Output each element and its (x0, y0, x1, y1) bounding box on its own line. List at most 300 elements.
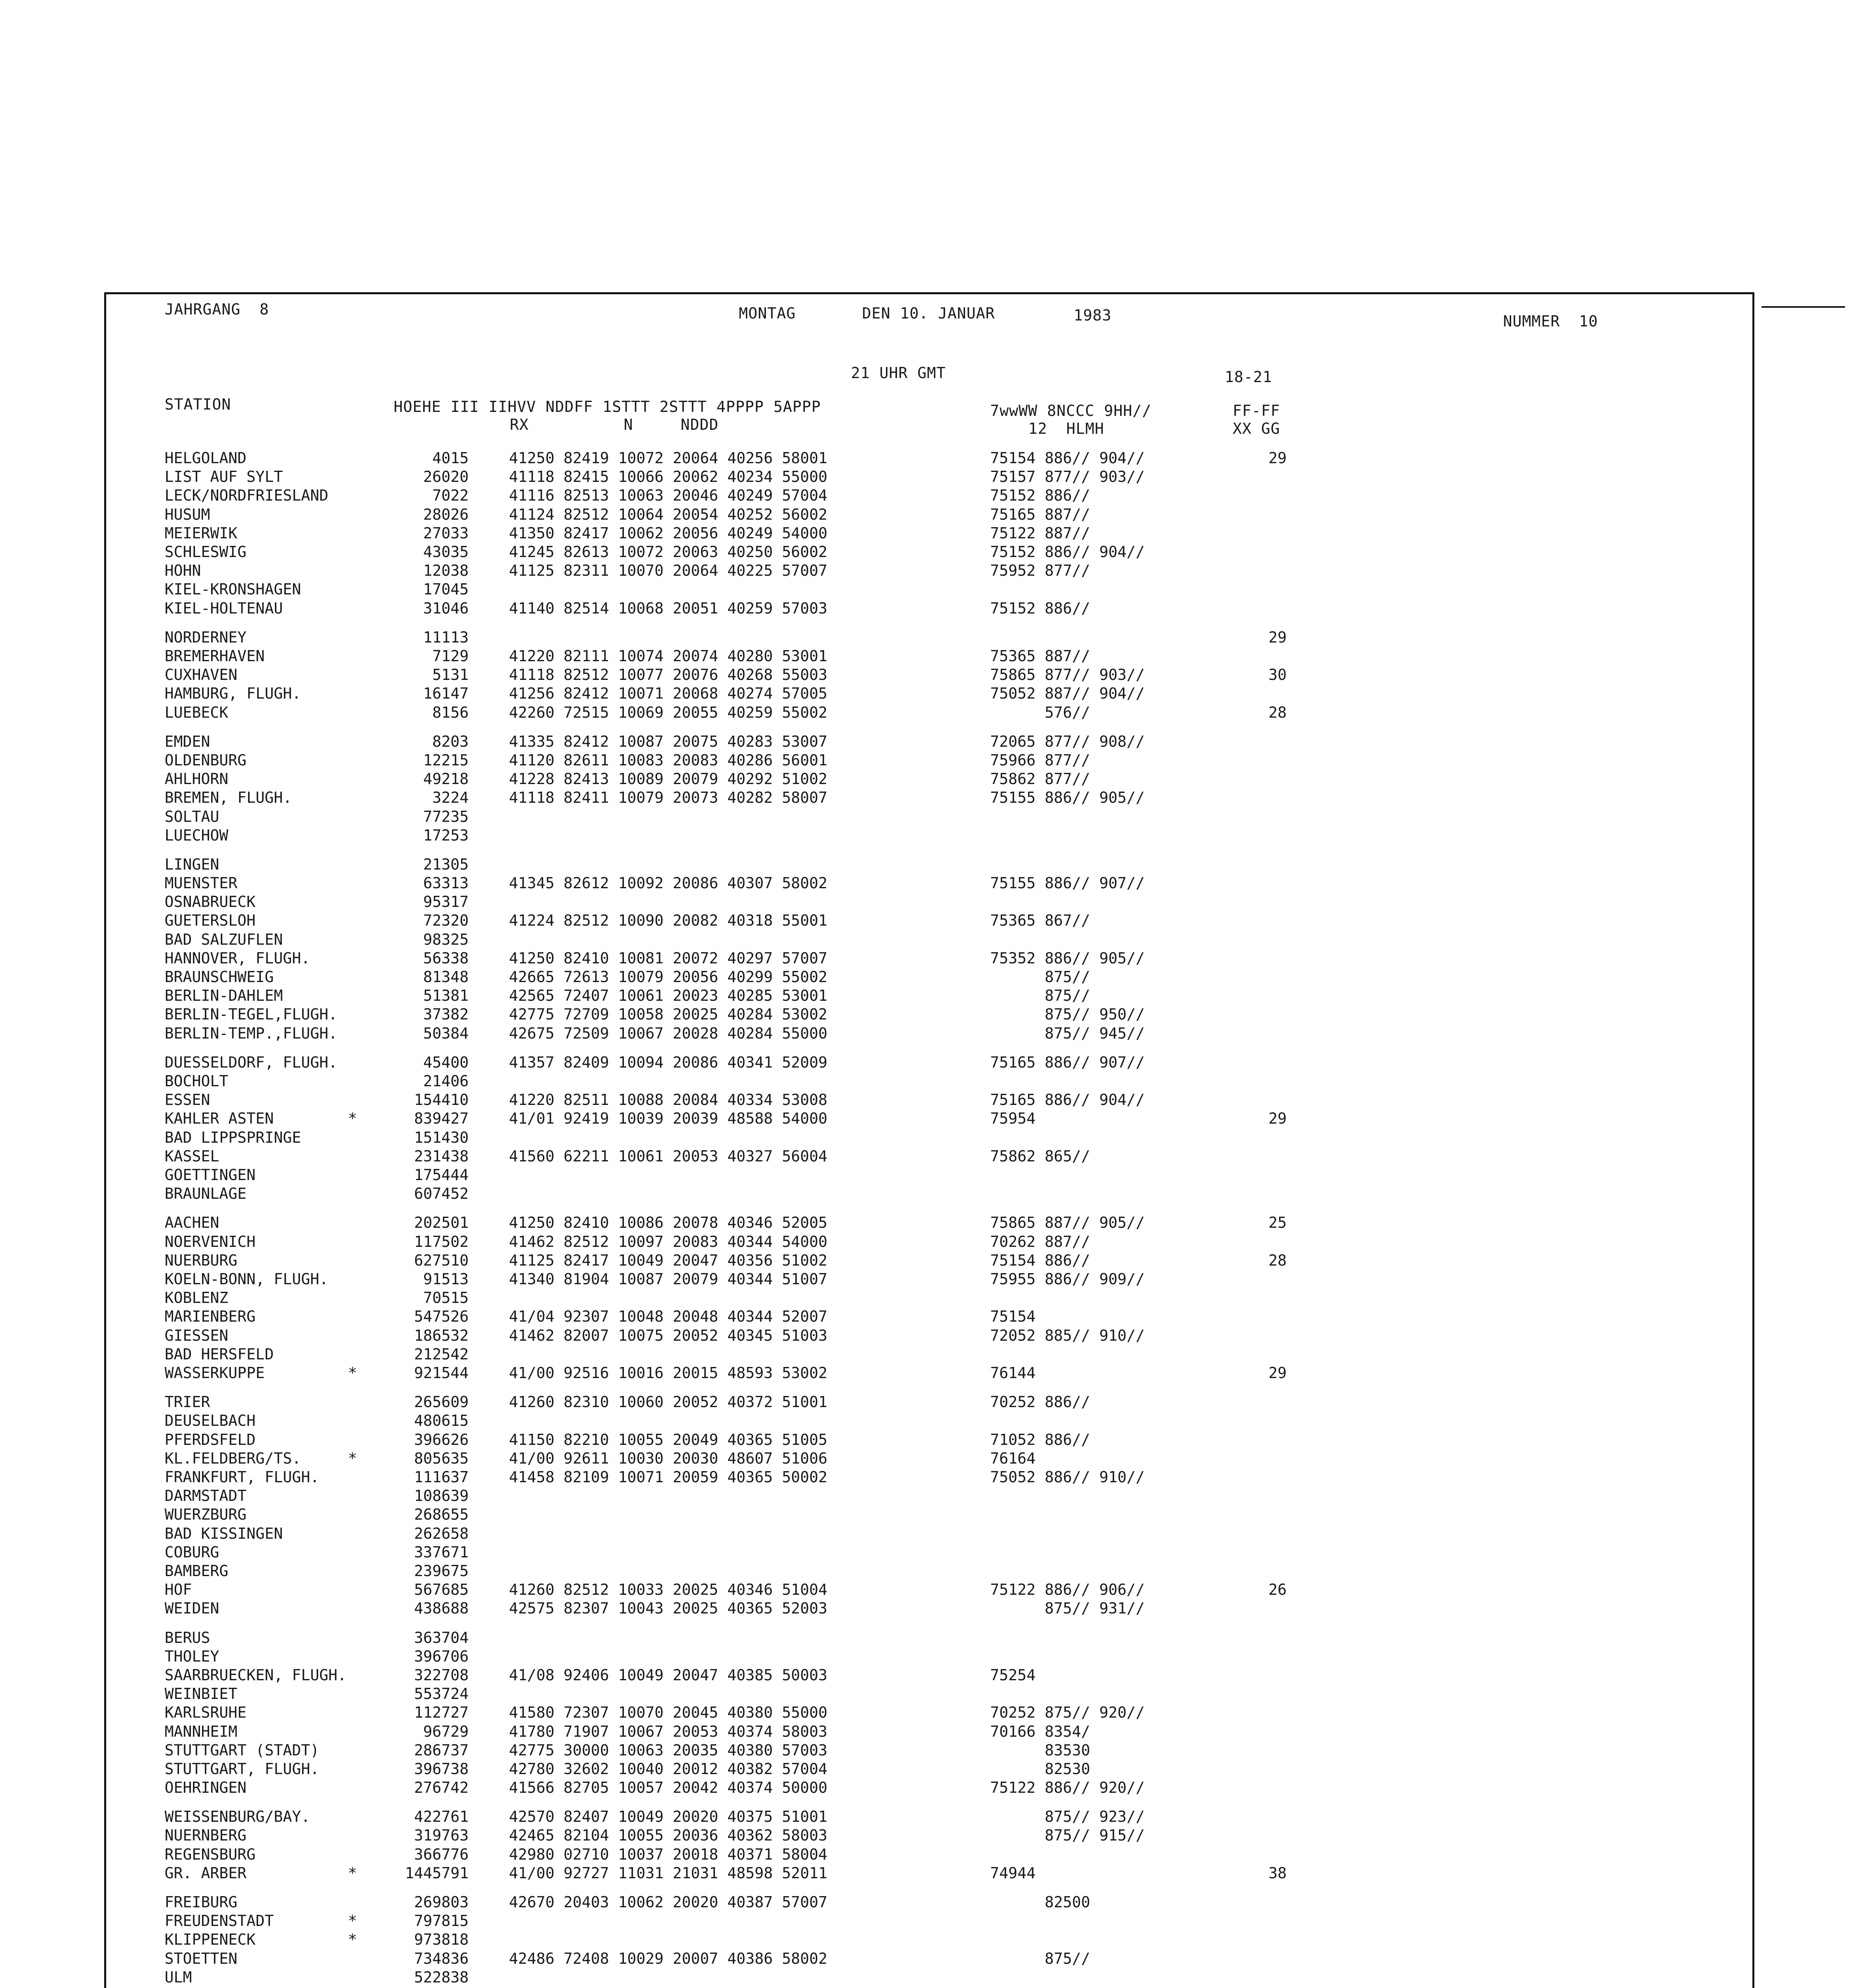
station-height: 112 (414, 1704, 441, 1722)
table-row (0, 1779, 1591, 1798)
station-name: BOCHOLT (165, 1072, 229, 1090)
station-name: MANNHEIM (165, 1722, 238, 1740)
station-height: 70 (423, 1289, 441, 1307)
station-index: 348 (441, 968, 469, 986)
weather-groups: 75152 886// (990, 599, 1090, 617)
weather-groups: 75254 (990, 1666, 1036, 1684)
mountain-station-mark: * (348, 1110, 357, 1128)
station-index: 526 (441, 1308, 469, 1326)
weather-groups: 75365 887// (990, 647, 1090, 665)
observation-groups: 41220 82111 10074 20074 40280 53001 (509, 647, 827, 665)
table-row (0, 647, 1591, 666)
station-name: HUSUM (165, 505, 210, 523)
observation-groups: 41/00 92611 10030 20030 48607 51006 (509, 1449, 827, 1467)
station-index: 338 (441, 949, 469, 967)
table-row (0, 1147, 1591, 1166)
weather-groups: 75152 886// 904// (990, 543, 1145, 561)
station-name: WEIDEN (165, 1600, 219, 1617)
table-row (0, 874, 1591, 893)
table-row (0, 1581, 1591, 1600)
table-row (0, 987, 1591, 1006)
weather-groups: 576// (990, 703, 1090, 721)
group-column-header: 7wwWW 8NCCC 9HH// (990, 402, 1152, 419)
station-name: BERLIN-TEMP.,FLUGH. (165, 1024, 338, 1042)
station-height: 96 (423, 1722, 441, 1740)
station-index: 427 (441, 1110, 469, 1128)
station-index: 131 (441, 666, 469, 684)
observation-groups: 41256 82412 10071 20068 40274 57005 (509, 685, 827, 703)
ff-column-header: FF-FF (1233, 402, 1280, 419)
station-height: 12 (423, 562, 441, 580)
table-row (0, 1025, 1591, 1043)
station-height: 522 (414, 1968, 441, 1986)
station-height: 11 (423, 628, 441, 646)
weather-groups: 875// 923// (990, 1808, 1145, 1826)
station-name: GOETTINGEN (165, 1166, 256, 1184)
table-row (0, 1931, 1591, 1949)
station-index: 129 (441, 647, 469, 665)
weather-groups: 875// 915// (990, 1827, 1145, 1844)
weather-groups: 70262 887// (990, 1233, 1090, 1250)
weather-groups: 71052 886// (990, 1431, 1090, 1448)
observation-groups: 42775 30000 10063 20035 40380 57003 (509, 1741, 827, 1759)
station-height: 366 (414, 1845, 441, 1863)
weather-groups: 75365 867// (990, 912, 1090, 930)
station-index: 406 (441, 1072, 469, 1090)
station-index: 615 (441, 1412, 469, 1430)
observation-groups: 42260 72515 10069 20055 40259 55002 (509, 703, 827, 721)
table-row (0, 1327, 1591, 1345)
station-index: 320 (441, 912, 469, 930)
station-height: 8 (432, 732, 441, 750)
table-row (0, 1685, 1591, 1704)
table-row (0, 506, 1591, 524)
weather-groups: 83530 (990, 1741, 1090, 1759)
weather-groups: 70252 875// 920// (990, 1704, 1145, 1722)
gust-value: 26 (1268, 1581, 1287, 1599)
station-name: BAMBERG (165, 1562, 229, 1580)
observation-groups: 41/00 92727 11031 21031 48598 52011 (509, 1864, 827, 1882)
station-name: KL.FELDBERG/TS. (165, 1449, 301, 1467)
year-label: 1983 (1074, 307, 1112, 324)
observation-groups: 41462 82512 10097 20083 40344 54000 (509, 1233, 827, 1250)
station-index: 381 (441, 987, 469, 1005)
weather-groups: 75155 886// 907// (990, 874, 1145, 892)
station-index: 015 (441, 449, 469, 467)
observation-groups: 41/08 92406 10049 20047 40385 50003 (509, 1666, 827, 1684)
table-row (0, 704, 1591, 722)
station-height: 553 (414, 1685, 441, 1703)
station-height: 151 (414, 1128, 441, 1146)
observation-groups: 41560 62211 10061 20053 40327 56004 (509, 1147, 827, 1165)
station-height: 567 (414, 1581, 441, 1599)
station-name: KOBLENZ (165, 1289, 229, 1307)
station-height: 186 (414, 1326, 441, 1344)
table-row (0, 1723, 1591, 1741)
station-name: NUERBURG (165, 1251, 238, 1269)
station-height: 396 (414, 1431, 441, 1448)
station-height: 50 (423, 1024, 441, 1042)
weather-groups: 72052 885// 910// (990, 1326, 1145, 1344)
mountain-station-mark: * (348, 1449, 357, 1467)
station-height: 8 (432, 703, 441, 721)
station-name: SAARBRUECKEN, FLUGH. (165, 1666, 347, 1684)
station-name: NORDERNEY (165, 628, 247, 646)
observation-groups: 41345 82612 10092 20086 40307 58002 (509, 874, 827, 892)
table-row (0, 968, 1591, 987)
station-column-header: STATION (165, 396, 231, 413)
table-row (0, 685, 1591, 703)
station-index: 026 (441, 505, 469, 523)
station-height: 91 (423, 1270, 441, 1288)
table-row (0, 1950, 1591, 1969)
table-row (0, 449, 1591, 468)
station-height: 363 (414, 1629, 441, 1646)
observation-groups: 42780 32602 10040 20012 40382 57004 (509, 1760, 827, 1778)
observation-groups: 41/01 92419 10039 20039 48588 54000 (509, 1110, 827, 1128)
station-index: 685 (441, 1581, 469, 1599)
station-name: CUXHAVEN (165, 666, 238, 684)
table-row (0, 808, 1591, 827)
observation-groups: 41250 82410 10086 20078 40346 52005 (509, 1214, 827, 1232)
observation-groups: 41124 82512 10064 20054 40252 56002 (509, 505, 827, 523)
station-name: BAD SALZUFLEN (165, 930, 283, 948)
table-row (0, 1393, 1591, 1412)
station-index: 515 (441, 1289, 469, 1307)
weather-groups: 70166 8354/ (990, 1722, 1090, 1740)
table-row (0, 629, 1591, 647)
table-row (0, 487, 1591, 505)
station-name: LUEBECK (165, 703, 229, 721)
station-height: 12 (423, 751, 441, 769)
station-name: WUERZBURG (165, 1506, 247, 1524)
observation-groups: 41125 82311 10070 20064 40225 57007 (509, 562, 827, 580)
station-name: OSNABRUECK (165, 893, 256, 911)
station-index: 724 (441, 1685, 469, 1703)
table-row (0, 1129, 1591, 1147)
observation-time-label: 21 UHR GMT (851, 364, 946, 382)
table-row (0, 1054, 1591, 1072)
station-index: 803 (441, 1893, 469, 1911)
station-index: 400 (441, 1053, 469, 1071)
station-index: 224 (441, 789, 469, 807)
station-name: GR. ARBER (165, 1864, 247, 1882)
table-row (0, 1704, 1591, 1722)
station-height: 27 (423, 524, 441, 542)
weather-groups: 75052 886// 910// (990, 1468, 1145, 1486)
weather-groups: 75154 (990, 1308, 1036, 1326)
station-name: BAD LIPPSPRINGE (165, 1128, 301, 1146)
observation-groups: 42670 20403 10062 20020 40387 57007 (509, 1893, 827, 1911)
observation-groups: 41250 82410 10081 20072 40297 57007 (509, 949, 827, 967)
table-row (0, 1072, 1591, 1091)
station-index: 035 (441, 543, 469, 561)
table-row (0, 600, 1591, 618)
station-name: ULM (165, 1968, 192, 1986)
station-height: 438 (414, 1600, 441, 1617)
station-index: 704 (441, 1629, 469, 1646)
station-name: NOERVENICH (165, 1233, 256, 1250)
gust-value: 29 (1268, 1364, 1287, 1382)
station-height: 4 (432, 449, 441, 467)
observation-groups: 41118 82512 10077 20076 40268 55003 (509, 666, 827, 684)
weather-groups: 875// 950// (990, 1006, 1145, 1023)
hour-range-label: 18-21 (1225, 368, 1272, 386)
station-name: TRIER (165, 1393, 210, 1411)
station-name: HELGOLAND (165, 449, 247, 467)
station-height: 396 (414, 1647, 441, 1665)
station-height: 16 (423, 685, 441, 703)
station-height: 212 (414, 1345, 441, 1363)
station-height: 7 (432, 647, 441, 665)
station-index: 113 (441, 628, 469, 646)
table-row (0, 1648, 1591, 1666)
station-index: 763 (441, 1827, 469, 1844)
station-index: 203 (441, 732, 469, 750)
station-name: WASSERKUPPE (165, 1364, 265, 1382)
station-name: FREIBURG (165, 1893, 238, 1911)
station-height: 422 (414, 1808, 441, 1826)
table-row (0, 1543, 1591, 1562)
station-name: EMDEN (165, 732, 210, 750)
mountain-station-mark: * (348, 1364, 357, 1382)
observation-groups: 41/04 92307 10048 20048 40344 52007 (509, 1308, 827, 1326)
station-index: 022 (441, 487, 469, 505)
table-row (0, 1487, 1591, 1506)
station-name: GUETERSLOH (165, 912, 256, 930)
table-row (0, 1912, 1591, 1931)
weather-groups: 75165 887// (990, 505, 1090, 523)
station-height: 5 (432, 666, 441, 684)
station-height: 973 (414, 1931, 441, 1949)
table-row (0, 543, 1591, 562)
station-name: KOELN-BONN, FLUGH. (165, 1270, 328, 1288)
station-height: 117 (414, 1233, 441, 1250)
mountain-station-mark: * (348, 1912, 357, 1930)
station-name: STUTTGART, FLUGH. (165, 1760, 319, 1778)
table-row (0, 1006, 1591, 1024)
weather-groups: 72065 877// 908// (990, 732, 1145, 750)
data-column-subheader: RX N NDDD (510, 416, 719, 433)
station-index: 382 (441, 1006, 469, 1023)
table-row (0, 1431, 1591, 1450)
table-row (0, 751, 1591, 770)
weather-groups: 75122 887// (990, 524, 1090, 542)
weather-groups: 75154 886// 904// (990, 449, 1145, 467)
station-index: 235 (441, 808, 469, 825)
observation-groups: 42575 82307 10043 20025 40365 52003 (509, 1600, 827, 1617)
station-height: 43 (423, 543, 441, 561)
station-name: HAMBURG, FLUGH. (165, 685, 301, 703)
weather-groups: 75966 877// (990, 751, 1090, 769)
table-row (0, 562, 1591, 580)
weather-groups: 75865 887// 905// (990, 1214, 1145, 1232)
gust-value: 28 (1268, 1251, 1287, 1269)
table-row (0, 580, 1591, 599)
station-height: 98 (423, 930, 441, 948)
station-name: AACHEN (165, 1214, 219, 1232)
table-row (0, 733, 1591, 751)
station-name: HANNOVER, FLUGH. (165, 949, 311, 967)
station-height: 337 (414, 1543, 441, 1561)
table-row (0, 1185, 1591, 1204)
station-name: NUERNBERG (165, 1827, 247, 1844)
station-height: 797 (414, 1912, 441, 1930)
weather-groups: 74944 (990, 1864, 1036, 1882)
station-height: 95 (423, 893, 441, 911)
station-index: 836 (441, 1949, 469, 1967)
observation-groups: 42675 72509 10067 20028 40284 55000 (509, 1024, 827, 1042)
station-index: 655 (441, 1506, 469, 1524)
table-row (0, 1450, 1591, 1468)
station-index: 708 (441, 1666, 469, 1684)
station-name: STUTTGART (STADT) (165, 1741, 319, 1759)
observation-groups: 41580 72307 10070 20045 40380 55000 (509, 1704, 827, 1722)
weather-groups: 75955 886// 909// (990, 1270, 1145, 1288)
station-height: 1445 (405, 1864, 441, 1882)
observation-groups: 42465 82104 10055 20036 40362 58003 (509, 1827, 827, 1844)
weather-groups: 75954 (990, 1110, 1036, 1128)
observation-groups: 41335 82412 10087 20075 40283 53007 (509, 732, 827, 750)
weather-groups: 82530 (990, 1760, 1090, 1778)
observation-groups: 41140 82514 10068 20051 40259 57003 (509, 599, 827, 617)
station-name: WEISSENBURG/BAY. (165, 1808, 311, 1826)
station-index: 313 (441, 874, 469, 892)
station-name: KLIPPENECK (165, 1931, 256, 1949)
observation-groups: 42980 02710 10037 20018 40371 58004 (509, 1845, 827, 1863)
observation-groups: 41120 82611 10083 20083 40286 56001 (509, 751, 827, 769)
station-name: REGENSBURG (165, 1845, 256, 1863)
observation-groups: 42570 82407 10049 20020 40375 51001 (509, 1808, 827, 1826)
station-name: OLDENBURG (165, 751, 247, 769)
mountain-station-mark: * (348, 1864, 357, 1882)
table-row (0, 1506, 1591, 1524)
weather-groups: 75165 886// 907// (990, 1053, 1145, 1071)
table-row (0, 1110, 1591, 1128)
table-row (0, 1741, 1591, 1760)
gust-value: 38 (1268, 1864, 1287, 1882)
observation-groups: 41/00 92516 10016 20015 48593 53002 (509, 1364, 827, 1382)
observation-groups: 41125 82417 10049 20047 40356 51002 (509, 1251, 827, 1269)
weather-groups: 75352 886// 905// (990, 949, 1145, 967)
weather-groups: 75157 877// 903// (990, 468, 1145, 486)
station-height: 265 (414, 1393, 441, 1411)
table-row (0, 1666, 1591, 1685)
observation-groups: 41118 82415 10066 20062 40234 55000 (509, 468, 827, 486)
station-height: 51 (423, 987, 441, 1005)
station-height: 734 (414, 1949, 441, 1967)
station-height: 31 (423, 599, 441, 617)
station-height: 396 (414, 1760, 441, 1778)
mountain-station-mark: * (348, 1931, 357, 1949)
station-name: BAD KISSINGEN (165, 1524, 283, 1542)
station-index: 727 (441, 1704, 469, 1722)
table-row (0, 770, 1591, 789)
station-name: FRANKFURT, FLUGH. (165, 1468, 319, 1486)
weather-groups: 76144 (990, 1364, 1036, 1382)
jahrgang-label: JAHRGANG 8 (165, 301, 269, 318)
table-row (0, 1600, 1591, 1618)
station-index: 156 (441, 703, 469, 721)
station-name: DEUSELBACH (165, 1412, 256, 1430)
header-rule-right (1762, 306, 1845, 325)
table-row (0, 856, 1591, 874)
station-index: 815 (441, 1912, 469, 1930)
station-index: 838 (441, 1968, 469, 1986)
station-name: SOLTAU (165, 808, 219, 825)
station-name: AHLHORN (165, 770, 229, 788)
weather-groups: 875// 945// (990, 1024, 1145, 1042)
station-name: LUECHOW (165, 826, 229, 844)
observation-groups: 41357 82409 10094 20086 40341 52009 (509, 1053, 827, 1071)
observation-groups: 41220 82511 10088 20084 40334 53008 (509, 1091, 827, 1109)
station-name: BREMEN, FLUGH. (165, 789, 292, 807)
station-index: 513 (441, 1270, 469, 1288)
station-height: 63 (423, 874, 441, 892)
station-height: 45 (423, 1053, 441, 1071)
gust-value: 29 (1268, 449, 1287, 467)
table-row (0, 1760, 1591, 1779)
station-index: 688 (441, 1600, 469, 1617)
station-index: 147 (441, 685, 469, 703)
station-index: 384 (441, 1024, 469, 1042)
station-height: 268 (414, 1506, 441, 1524)
station-height: 77 (423, 808, 441, 825)
weather-groups: 75122 886// 920// (990, 1779, 1145, 1797)
station-index: 452 (441, 1185, 469, 1203)
station-name: BRAUNLAGE (165, 1185, 247, 1203)
station-height: 805 (414, 1449, 441, 1467)
station-index: 444 (441, 1166, 469, 1184)
table-row (0, 1289, 1591, 1308)
station-height: 72 (423, 912, 441, 930)
station-index: 729 (441, 1722, 469, 1740)
group-column-subheader: 12 HLMH (1028, 420, 1105, 437)
station-index: 675 (441, 1562, 469, 1580)
station-height: 276 (414, 1779, 441, 1797)
station-index: 544 (441, 1364, 469, 1382)
station-height: 607 (414, 1185, 441, 1203)
observation-groups: 41462 82007 10075 20052 40345 51003 (509, 1326, 827, 1344)
station-index: 761 (441, 1808, 469, 1826)
station-height: 319 (414, 1827, 441, 1844)
station-index: 510 (441, 1251, 469, 1269)
station-name: GIESSEN (165, 1326, 229, 1344)
station-height: 269 (414, 1893, 441, 1911)
weather-groups: 75152 886// (990, 487, 1090, 505)
table-row (0, 1468, 1591, 1487)
station-name: DUESSELDORF, FLUGH. (165, 1053, 338, 1071)
weather-groups: 875// (990, 987, 1090, 1005)
station-index: 305 (441, 855, 469, 873)
table-row (0, 949, 1591, 968)
observation-groups: 41260 82310 10060 20052 40372 51001 (509, 1393, 827, 1411)
station-name: PFERDSFELD (165, 1431, 256, 1448)
station-name: THOLEY (165, 1647, 219, 1665)
table-row (0, 524, 1591, 543)
table-row (0, 931, 1591, 949)
table-row (0, 1214, 1591, 1233)
station-index: 502 (441, 1233, 469, 1250)
station-name: BAD HERSFELD (165, 1345, 274, 1363)
date-label: DEN 10. JANUAR (862, 305, 995, 322)
station-name: MUENSTER (165, 874, 238, 892)
station-name: BERLIN-DAHLEM (165, 987, 283, 1005)
station-height: 480 (414, 1412, 441, 1430)
station-index: 737 (441, 1741, 469, 1759)
station-index: 325 (441, 930, 469, 948)
station-height: 286 (414, 1741, 441, 1759)
